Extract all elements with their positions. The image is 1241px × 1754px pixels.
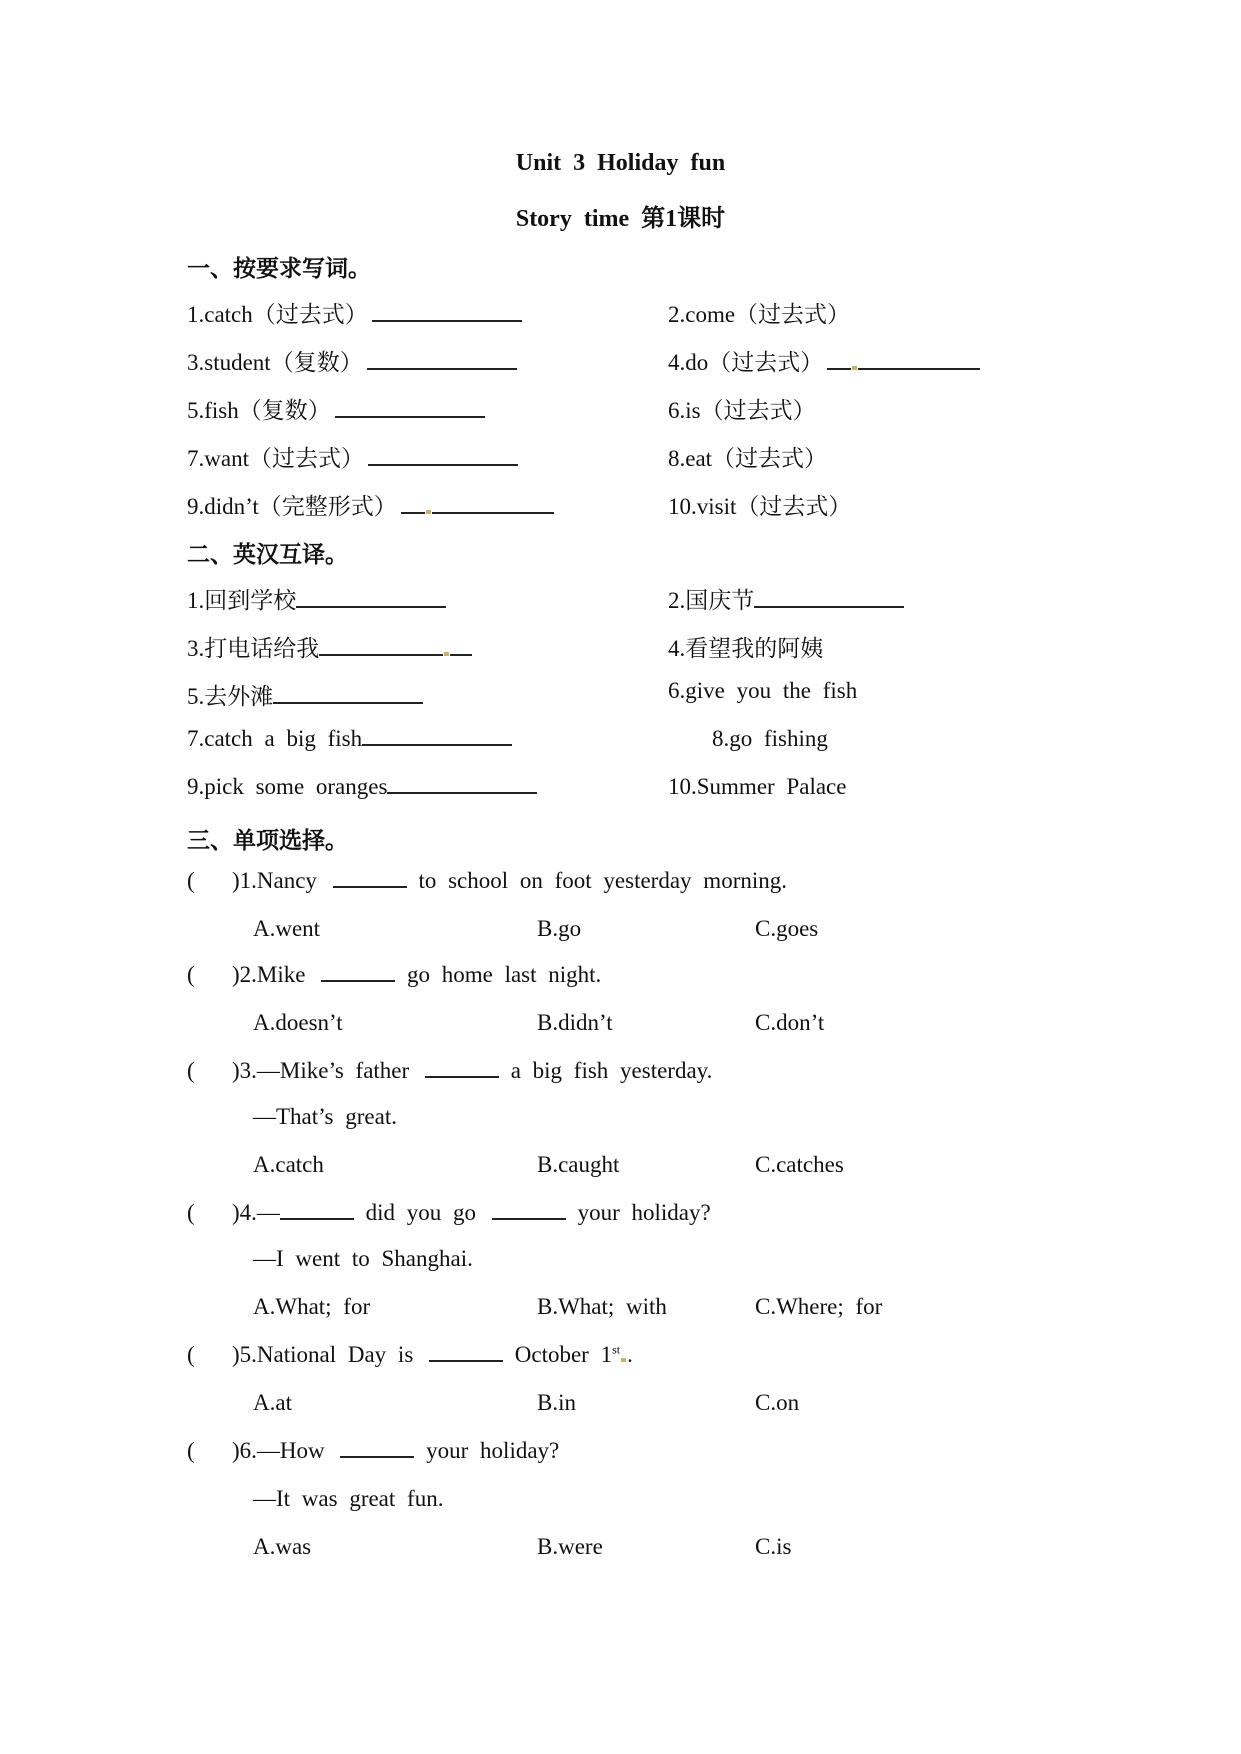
answer-blank[interactable] xyxy=(319,653,443,656)
document-subtitle: Story time 第1课时 xyxy=(515,206,726,232)
translate-item-10: 10.Summer Palace xyxy=(668,774,847,799)
option-c[interactable]: C.is xyxy=(755,1534,792,1559)
answer-blank[interactable] xyxy=(827,367,851,370)
option-c[interactable]: C.on xyxy=(755,1390,800,1415)
answer-paren[interactable]: ( xyxy=(187,1438,195,1463)
question-6: )6.—How your holiday? xyxy=(232,1438,560,1463)
option-a[interactable]: A.catch xyxy=(253,1152,324,1177)
answer-paren[interactable]: ( xyxy=(187,962,195,987)
answer-blank[interactable] xyxy=(432,511,554,514)
question-1: )1.Nancy to school on foot yesterday morning. xyxy=(232,868,787,893)
word-item-1: 1.catch（过去式） xyxy=(187,296,522,329)
option-b[interactable]: B.caught xyxy=(537,1152,620,1177)
answer-blank[interactable] xyxy=(425,1075,499,1078)
option-b[interactable]: B.What; with xyxy=(537,1294,667,1319)
word-item-8: 8.eat（过去式） xyxy=(668,446,828,471)
answer-blank[interactable] xyxy=(367,367,517,370)
option-a[interactable]: A.went xyxy=(253,916,321,941)
option-c[interactable]: C.don’t xyxy=(755,1010,825,1035)
translate-item-7: 7.catch a big fish xyxy=(187,726,512,752)
answer-blank[interactable] xyxy=(273,701,423,704)
word-item-2: 2.come（过去式） xyxy=(668,302,851,327)
answer-blank[interactable] xyxy=(340,1455,414,1458)
answer-blank[interactable] xyxy=(296,605,446,608)
edit-mark xyxy=(621,1358,626,1362)
answer-blank[interactable] xyxy=(372,319,522,322)
answer-blank[interactable] xyxy=(450,653,472,656)
section-3-heading: 三、单项选择。 xyxy=(187,828,348,853)
edit-mark xyxy=(426,510,431,514)
word-item-9: 9.didn’t（完整形式） xyxy=(187,488,554,521)
answer-paren[interactable]: ( xyxy=(187,1200,195,1225)
word-item-4: 4.do（过去式） xyxy=(668,344,980,377)
answer-paren[interactable]: ( xyxy=(187,868,195,893)
word-item-5: 5.fish（复数） xyxy=(187,392,485,425)
option-c[interactable]: C.catches xyxy=(755,1152,844,1177)
answer-blank[interactable] xyxy=(387,791,537,794)
answer-paren[interactable]: ( xyxy=(187,1058,195,1083)
answer-blank[interactable] xyxy=(401,511,425,514)
edit-mark xyxy=(852,366,857,370)
word-item-6: 6.is（过去式） xyxy=(668,398,816,423)
answer-paren[interactable]: ( xyxy=(187,1342,195,1367)
option-a[interactable]: A.What; for xyxy=(253,1294,371,1319)
word-item-3: 3.student（复数） xyxy=(187,344,517,377)
question-3-reply: —That’s great. xyxy=(253,1104,397,1129)
translate-item-4: 4.看望我的阿姨 xyxy=(668,636,824,661)
section-2-heading: 二、英汉互译。 xyxy=(187,542,348,567)
translate-item-9: 9.pick some oranges xyxy=(187,774,537,800)
option-a[interactable]: A.at xyxy=(253,1390,292,1415)
translate-item-6: 6.give you the fish xyxy=(668,678,858,703)
option-c[interactable]: C.Where; for xyxy=(755,1294,883,1319)
word-item-10: 10.visit（过去式） xyxy=(668,494,852,519)
translate-item-5: 5.去外滩 xyxy=(187,678,423,711)
question-4-reply: —I went to Shanghai. xyxy=(253,1246,473,1271)
option-b[interactable]: B.were xyxy=(537,1534,603,1559)
edit-mark xyxy=(444,652,449,656)
option-b[interactable]: B.go xyxy=(537,916,582,941)
question-6-reply: —It was great fun. xyxy=(253,1486,444,1511)
question-5: )5.National Day is October 1st . xyxy=(232,1342,633,1367)
option-a[interactable]: A.doesn’t xyxy=(253,1010,343,1035)
translate-item-8: 8.go fishing xyxy=(712,726,828,751)
translate-item-1: 1.回到学校 xyxy=(187,582,446,615)
question-4: )4.— did you go your holiday? xyxy=(232,1200,711,1225)
option-c[interactable]: C.goes xyxy=(755,916,819,941)
answer-blank[interactable] xyxy=(335,415,485,418)
answer-blank[interactable] xyxy=(321,979,395,982)
answer-blank[interactable] xyxy=(492,1217,566,1220)
answer-blank[interactable] xyxy=(429,1359,503,1362)
question-3: )3.—Mike’s father a big fish yesterday. xyxy=(232,1058,713,1083)
answer-blank[interactable] xyxy=(333,885,407,888)
option-b[interactable]: B.didn’t xyxy=(537,1010,613,1035)
translate-item-2: 2.国庆节 xyxy=(668,582,904,615)
option-a[interactable]: A.was xyxy=(253,1534,312,1559)
answer-blank[interactable] xyxy=(754,605,904,608)
option-b[interactable]: B.in xyxy=(537,1390,576,1415)
section-1-heading: 一、按要求写词。 xyxy=(187,256,371,281)
word-item-7: 7.want（过去式） xyxy=(187,440,518,473)
answer-blank[interactable] xyxy=(280,1217,354,1220)
question-2: )2.Mike go home last night. xyxy=(232,962,602,987)
translate-item-3: 3.打电话给我 xyxy=(187,630,472,663)
answer-blank[interactable] xyxy=(858,367,980,370)
answer-blank[interactable] xyxy=(362,743,512,746)
answer-blank[interactable] xyxy=(368,463,518,466)
document-title: Unit 3 Holiday fun xyxy=(515,150,726,176)
